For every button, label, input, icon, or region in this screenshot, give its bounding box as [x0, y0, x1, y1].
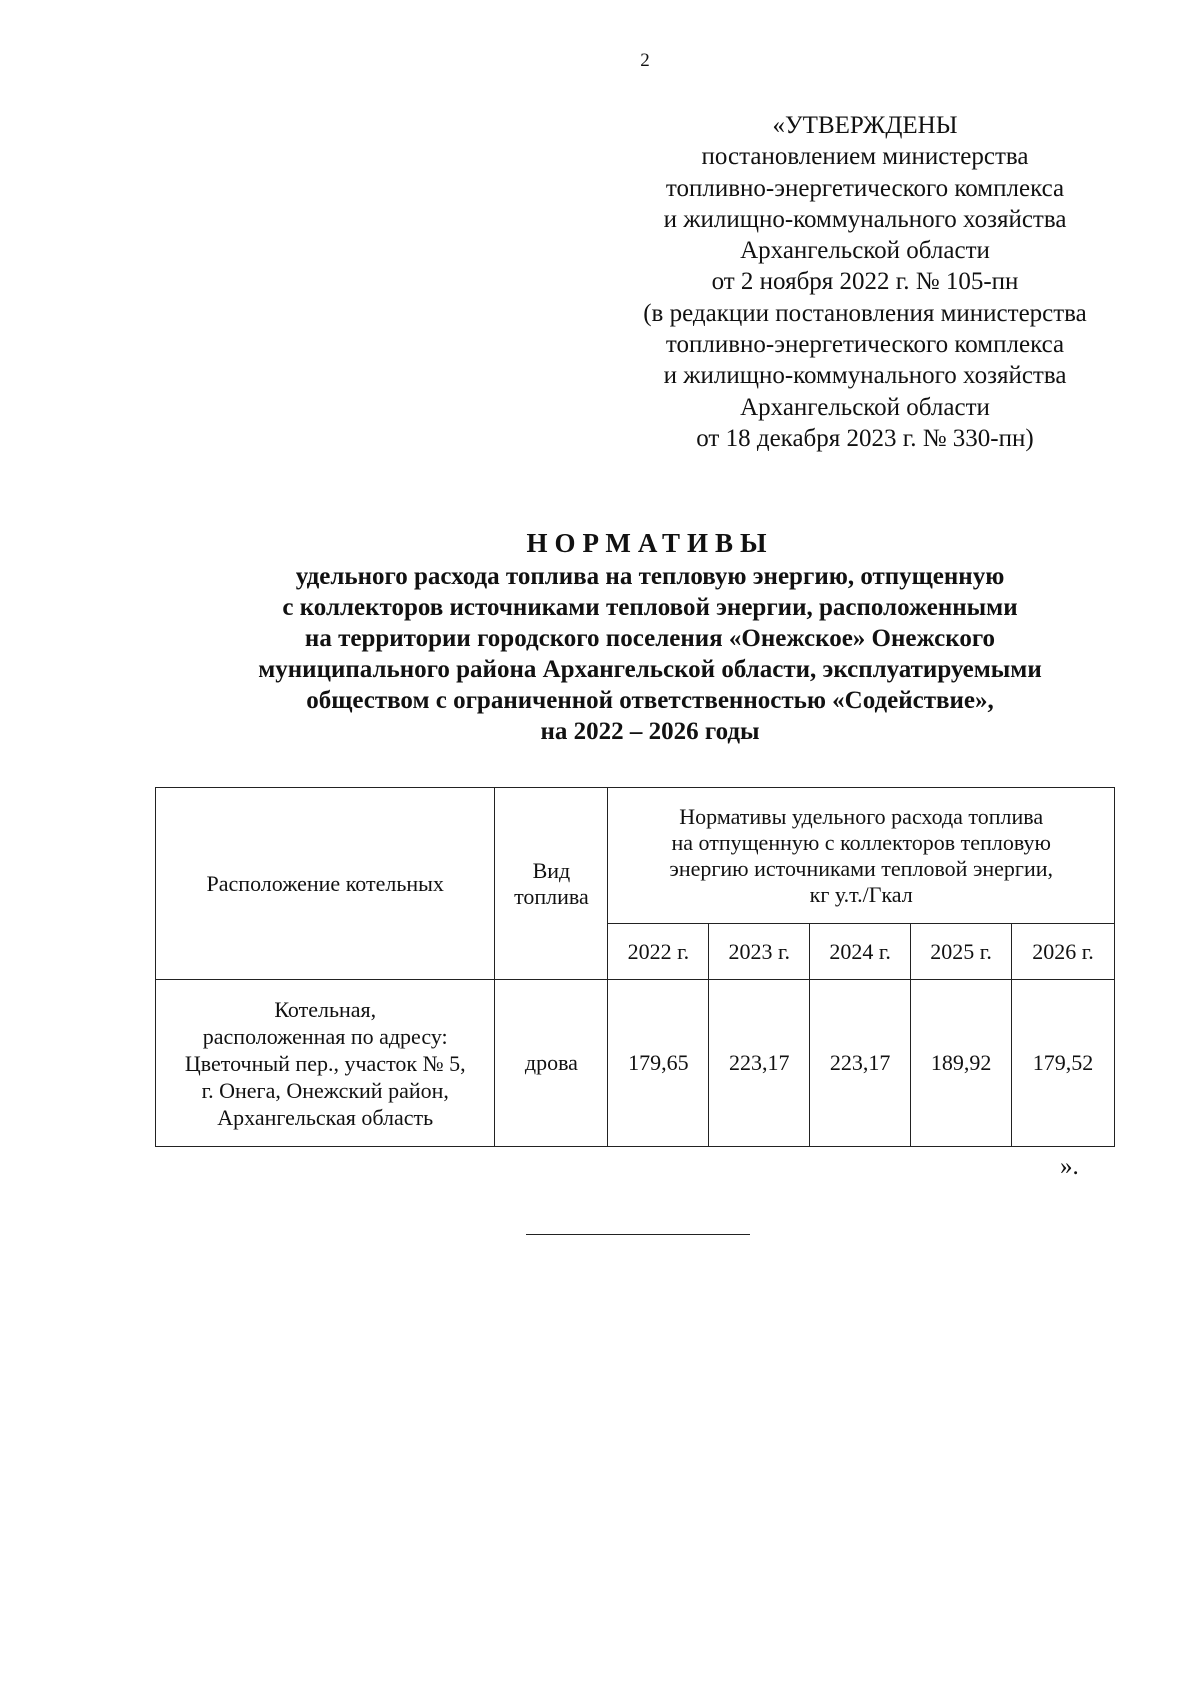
location-line: расположенная по адресу:	[202, 1023, 448, 1049]
approval-line: «УТВЕРЖДЕНЫ	[772, 112, 958, 139]
cell-value: 223,17	[810, 980, 911, 1147]
page-number: 2	[640, 50, 650, 71]
header-fuel-line: топлива	[514, 883, 589, 909]
table-row	[156, 980, 1115, 1147]
approval-line: от 2 ноября 2022 г. № 105-пн	[711, 268, 1019, 296]
title-subtitle-line: с коллекторов источниками тепловой энергии, расположенными	[282, 594, 1018, 621]
table-header-row	[156, 788, 1115, 924]
header-norms-line: Нормативы удельного расхода топлива	[679, 803, 1044, 829]
approval-line: (в редакции постановления министерства	[643, 299, 1087, 327]
header-norms	[608, 788, 1115, 924]
header-year: 2023 г.	[709, 924, 810, 980]
header-norms-line: кг у.т./Гкал	[809, 881, 913, 907]
header-fuel-line: Вид	[532, 857, 571, 883]
norms-table	[155, 787, 1115, 1147]
approval-line: постановлением министерства	[701, 143, 1029, 171]
title-main: НОРМАТИВЫ	[526, 528, 774, 558]
location-line: Цветочный пер., участок № 5,	[184, 1050, 466, 1076]
header-norms-line: энергию источниками тепловой энергии,	[669, 855, 1053, 881]
cell-value: 189,92	[911, 980, 1012, 1147]
approval-line: топливно-энергетического комплекса	[665, 174, 1065, 202]
header-fuel-type	[495, 788, 608, 980]
approval-line: топливно-энергетического комплекса	[665, 331, 1065, 359]
cell-value: 179,52	[1012, 980, 1115, 1147]
approval-line: Архангельской области	[740, 393, 990, 421]
cell-value: 179,65	[608, 980, 709, 1147]
header-location: Расположение котельных	[156, 788, 495, 980]
approval-line: и жилищно-коммунального хозяйства	[663, 205, 1067, 233]
header-year: 2026 г.	[1012, 924, 1115, 980]
title-subtitle-line: на территории городского поселения «Онежское» Онежского	[304, 625, 996, 652]
header-year: 2024 г.	[810, 924, 911, 980]
separator-line	[526, 1234, 750, 1235]
cell-value: 223,17	[709, 980, 810, 1147]
title-subtitle	[140, 561, 1160, 747]
header-norms-line: на отпущенную с коллекторов тепловую	[671, 829, 1051, 855]
approval-line: от 18 декабря 2023 г. № 330-пн)	[696, 424, 1034, 452]
header-year: 2022 г.	[608, 924, 709, 980]
approval-block	[600, 110, 1130, 454]
location-line: Котельная,	[274, 996, 377, 1022]
approval-line: и жилищно-коммунального хозяйства	[663, 362, 1067, 390]
location-line: г. Онега, Онежский район,	[201, 1077, 449, 1103]
location-line: Архангельская область	[217, 1104, 434, 1130]
title-subtitle-line: на 2022 – 2026 годы	[540, 718, 760, 745]
document-title	[140, 526, 1160, 747]
title-subtitle-line: удельного расхода топлива на тепловую энергию, отпущенную	[295, 563, 1005, 590]
cell-location	[156, 980, 495, 1147]
cell-fuel: дрова	[495, 980, 608, 1147]
title-subtitle-line: муниципального района Архангельской области, эксплуатируемыми	[258, 656, 1042, 683]
approval-line: Архангельской области	[740, 237, 990, 265]
title-subtitle-line: обществом с ограниченной ответственностью «Содействие»,	[306, 687, 994, 714]
closing-quote: ».	[1060, 1153, 1079, 1180]
header-year: 2025 г.	[911, 924, 1012, 980]
